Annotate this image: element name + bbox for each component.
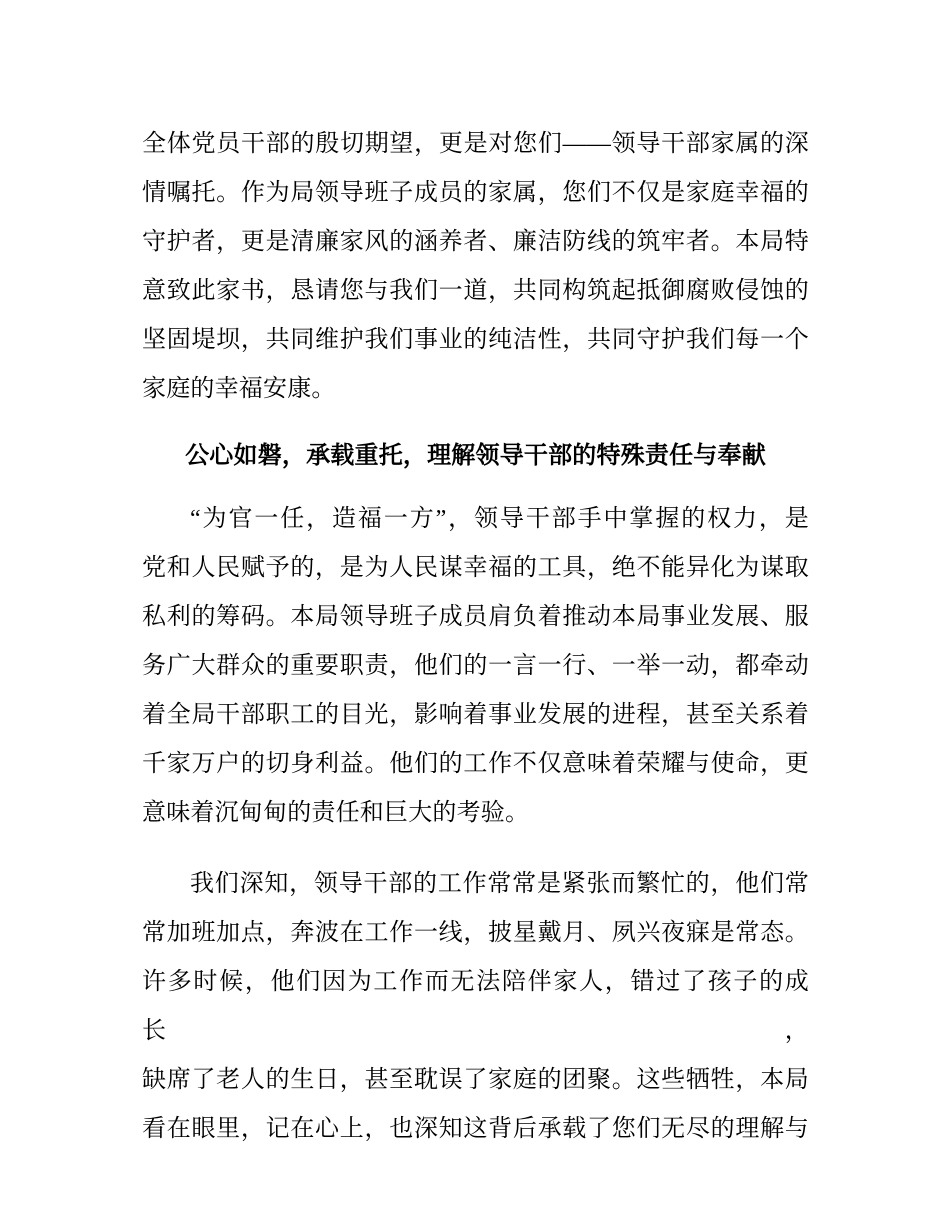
text-line: 守护者，更是清廉家风的涵养者、廉洁防线的筑牢者。本局特 <box>142 229 809 255</box>
text-line: 千家万户的切身利益。他们的工作不仅意味着荣耀与使命，更 <box>142 751 809 777</box>
text-line: 意致此家书，恳请您与我们一道，共同构筑起抵御腐败侵蚀的 <box>142 278 809 304</box>
text-line: 缺席了老人的生日，甚至耽误了家庭的团聚。这些牺牲，本局 <box>142 1067 809 1093</box>
text-line: 全体党员干部的殷切期望，更是对您们——领导干部家属的深 <box>142 131 809 157</box>
paragraph-family-letter-intro <box>142 120 809 414</box>
text-line: 我们深知，领导干部的工作常常是紧张而繁忙的，他们常 <box>190 871 809 897</box>
paragraph-leader-responsibility <box>142 495 809 838</box>
text-line: 意味着沉甸甸的责任和巨大的考验。 <box>142 800 530 826</box>
text-line: 私利的筹码。本局领导班子成员肩负着推动本局事业发展、服 <box>142 604 809 630</box>
text-line: 情嘱托。作为局领导班子成员的家属，您们不仅是家庭幸福的 <box>142 180 809 206</box>
text-line: 常加班加点，奔波在工作一线，披星戴月、夙兴夜寐是常态。 <box>142 920 809 946</box>
text-line: 看在眼里，记在心上，也深知这背后承载了您们无尽的理解与 <box>142 1116 809 1142</box>
paragraph-work-sacrifice <box>142 860 809 1154</box>
text-line: 党和人民赋予的，是为人民谋幸福的工具，绝不能异化为谋取 <box>142 555 809 581</box>
text-line: 务广大群众的重要职责，他们的一言一行、一举一动，都牵动 <box>142 653 809 679</box>
document-content <box>142 120 809 1154</box>
text-line: 着全局干部职工的目光，影响着事业发展的进程，甚至关系着 <box>142 702 809 728</box>
text-line: 许多时候，他们因为工作而无法陪伴家人，错过了孩子的成长， <box>142 969 809 1044</box>
text-line: 坚固堤坝，共同维护我们事业的纯洁性，共同守护我们每一个 <box>142 327 809 353</box>
text-line: 家庭的幸福安康。 <box>142 376 336 402</box>
section-heading: 公心如磐，承载重托，理解领导干部的特殊责任与奉献 <box>185 441 766 469</box>
text-line: “为官一任，造福一方”，领导干部手中掌握的权力，是 <box>190 506 809 532</box>
